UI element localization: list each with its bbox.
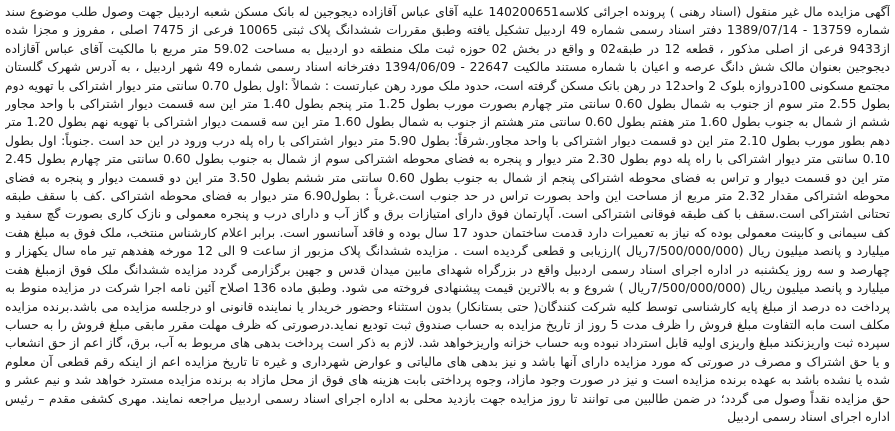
- auction-notice-text: آگهی مزایده مال غیر منقول (اسناد رهنی ) پرونده اجرائی کلاسه140200651 علیه آقای عباس آقازاده دیجوجین له بانک مسکن شعبه اردبیل جهت وصول طلب موضوع سند شماره 13759 - 1389/07/14 دفتر اسناد رسمی شماره 49 اردبیل تشکیل یافته وطبق مقررات ششدانگ پلاک ثبتی 10065 فرعی از 7475 اصلی ، مفروز و مجزا شده از9433 فرعی از اصلی مذکور ، قطعه 12 در طبقه02 و واقع در بخش 02 حوزه ثبت ملک منطقه دو اردبیل به مساحت 59.02 متر مربع با مالکیت آقای عباس آقازاده دیجوجین بعنوان مالک شش دانگ عرصه و اعیان با شماره مستند مالکیت 22647 - 1394/06/09 دفترخانه اسناد رسمی شماره 49 شهر اردبیل ، به آدرس شهرک گلستان مجتمع مسکونی 100دروازه بلوک 2 واحد12 در رهن بانک مسکن گرفته است، حدود ملک مورد رهن عبارتست : شمالاً :اول بطول 0.70 سانتی متر دیوار اشتراکی با تهویه دوم بطول 2.55 متر سوم از جنوب به شمال بطول 0.60 سانتی متر چهارم بصورت مورب بطول 1.25 متر پنجم بطول 1.40 متر این سه قسمت دیوار اشتراکی با واحد مجاور ششم از شمال به جنوب بطول 1.60 متر هفتم بطول 0.60 سانتی متر هشتم از جنوب به شمال بطول 1.60 متر این سه قسمت دیوار اشتراکی با تهویه نهم بطول 1.20 متر دهم بطور مورب بطول 2.10 متر این دو قسمت دیوار اشتراکی با واحد مجاور.شرقاً: بطول 5.90 متر دیوار اشتراکی با راه پله درب ورود در این حد است .جنوباً: اول بطول 0.10 سانتی متر دیوار اشتراکی با راه پله دوم بطول 2.30 متر دیوار و پنجره به فضای محوطه اشتراکی سوم از شمال به جنوب بطول 0.60 سانتی متر چهارم بطول 2.45 متر این دو قسمت دیوار و تراس به فضای محوطه اشتراکی پنجم از شمال به جنوب بطول 0.60 سانتی متر ششم بطول 3.50 متر این دو قسمت دیوار و پنجره به فضای محوطه اشتراکی مقدار 2.32 متر مربع از مساحت این واحد بصورت تراس در حد جنوب است.غرباً : بطول6.90 متر دیوار به فضای محوطه اشتراکی .کف با سقف طبقه تحتانی اشتراکی است.سقف با کف طبقه فوقانی اشتراکی است. آپارتمان فوق دارای امتیازات برق و گاز آب و دارای درب و پنجره معمولی و نازک کاری بصورت گچ سفید و کف سیمانی و کابینت معمولی بوده که نیاز به تعمیرات دارد قدمت ساختمان حدود 17 سال بوده و فاقد آسانسور است. برابر اعلام کارشناس منتخب، ملک فوق به مبلغ هفت میلیارد و پانصد میلیون ریال (7/500/000/000ریال )ارزیابی و قطعی گردیده است . مزایده ششدانگ پلاک مزبور از ساعت 9 الی 12 مورخه هفدهم تیر ماه سال یکهزار و چهارصد و سه روز یکشنبه در اداره اجرای اسناد رسمی اردبیل واقع در بزرگراه شهدای مابین میدان قدس و جهین برگزارمی گردد مزایده ششدانگ ملک فوق ازمبلغ هفت میلیارد و پانصد میلیون ریال (7/500/000/000ریال ) شروع و به بالاترین قیمت پیشنهادی فروخته می شود. وطبق ماده 136 اصلاح آئین نامه اجرا شرکت در مزایده منوط به پرداخت ده درصد از مبلغ پایه کارشناسی توسط کلیه شرکت کنندگان( حتی بستانکار) بدون استثناء وحضور خریدار یا نماینده قانونی او درجلسه مزایده می باشد.برنده مزایده مکلف است مابه التفاوت مبلغ فروش را ظرف مدت 5 روز از تاریخ مزایده به حساب صندوق ثبت تودیع نماید.درصورتی که ظرف مهلت مقرر مابقی مبلغ فروش را به حساب سپرده ثبت واریزنکند مبلغ واریزی اولیه قابل استرداد نبوده وبه حساب خزانه واریزخواهد شد. لازم به ذکر است پرداخت بدهی های مربوط به آب، برق، گاز اعم از حق انشعاب و یا حق اشتراک و مصرف در صورتی که مورد مزایده دارای آنها باشد و نیز بدهی های مالیاتی و عوارض شهرداری و غیره تا تاریخ مزایده اعم از اینکه رقم قطعی آن معلوم شده یا نشده باشد به عهده برنده مزایده است و نیز در صورت وجود مازاد، وجوه پرداختی بابت هزینه های فوق از محل مازاد به برنده مزایده مسترد خواهد شد و نیم عشر و حق مزایده نقداً وصول می گردد؛ در ضمن طالبین می توانند تا روز مزایده جهت بازدید محلی به اداره اجرای اسناد رسمی اردبیل مراجعه نمایند. مهری کشفی مقدم – رئیس اداره اجرای اسناد رسمی اردبیل: [5, 5, 890, 424]
- auction-notice-body: [5, 3, 890, 429]
